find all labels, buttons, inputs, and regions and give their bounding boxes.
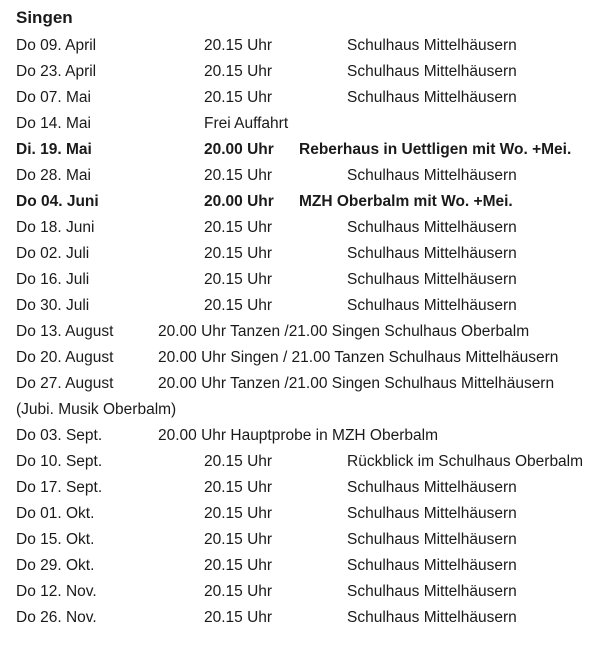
row-place: Schulhaus Mittelhäusern: [347, 245, 517, 262]
row-date: Do 01. Okt.: [16, 505, 95, 522]
schedule-row: [0, 505, 616, 531]
schedule-row: [0, 245, 616, 271]
row-place: Schulhaus Mittelhäusern: [347, 479, 517, 496]
schedule-row: [0, 89, 616, 115]
row-date: Do 27. August: [16, 375, 114, 392]
schedule-note: [0, 401, 616, 427]
row-date: Do 30. Juli: [16, 297, 90, 314]
schedule-row: [0, 375, 616, 401]
row-date: Do 12. Nov.: [16, 583, 97, 600]
row-time: 20.15 Uhr: [204, 271, 273, 288]
row-time: 20.00 Uhr: [204, 193, 274, 210]
row-time: 20.15 Uhr: [204, 453, 273, 470]
row-date: Do 26. Nov.: [16, 609, 97, 626]
row-time: 20.15 Uhr: [204, 63, 273, 80]
row-place: Schulhaus Mittelhäusern: [347, 557, 517, 574]
schedule-row: [0, 583, 616, 609]
row-place: Schulhaus Mittelhäusern: [347, 505, 517, 522]
schedule-row: [0, 453, 616, 479]
page-title: Singen: [16, 8, 73, 27]
row-date: Do 13. August: [16, 323, 114, 340]
row-detail: 20.00 Uhr Tanzen /21.00 Singen Schulhaus Oberbalm: [158, 323, 530, 340]
row-place: Schulhaus Mittelhäusern: [347, 219, 517, 236]
row-place: Schulhaus Mittelhäusern: [347, 271, 517, 288]
row-date: Do 15. Okt.: [16, 531, 95, 548]
row-place: Schulhaus Mittelhäusern: [347, 167, 517, 184]
row-date: Do 04. Juni: [16, 193, 99, 210]
row-date: Do 07. Mai: [16, 89, 91, 106]
row-place: Schulhaus Mittelhäusern: [347, 531, 517, 548]
row-place: Schulhaus Mittelhäusern: [347, 609, 517, 626]
row-date: Do 18. Juni: [16, 219, 95, 236]
row-place: Schulhaus Mittelhäusern: [347, 89, 517, 106]
row-date: Do 28. Mai: [16, 167, 91, 184]
row-place: Schulhaus Mittelhäusern: [347, 63, 517, 80]
schedule-row: [0, 531, 616, 557]
row-date: Do 23. April: [16, 63, 97, 80]
row-date: Do 16. Juli: [16, 271, 90, 288]
row-date: Do 09. April: [16, 37, 97, 54]
row-time: 20.15 Uhr: [204, 609, 273, 626]
row-date: Do 03. Sept.: [16, 427, 103, 444]
row-note: Frei Auffahrt: [204, 115, 289, 132]
schedule-row: [0, 349, 616, 375]
row-time: 20.15 Uhr: [204, 479, 273, 496]
schedule-row-highlight: [0, 141, 616, 167]
row-note: (Jubi. Musik Oberbalm): [16, 401, 177, 418]
row-place: MZH Oberbalm mit Wo. +Mei.: [299, 193, 513, 210]
row-time: 20.15 Uhr: [204, 583, 273, 600]
row-time: 20.00 Uhr: [204, 141, 274, 158]
row-time: 20.15 Uhr: [204, 89, 273, 106]
schedule-row: [0, 297, 616, 323]
row-time: 20.15 Uhr: [204, 219, 273, 236]
row-time: 20.15 Uhr: [204, 297, 273, 314]
row-place: Reberhaus in Uettligen mit Wo. +Mei.: [299, 141, 572, 158]
row-date: Di. 19. Mai: [16, 141, 92, 158]
row-place: Schulhaus Mittelhäusern: [347, 37, 517, 54]
schedule-row-highlight: [0, 193, 616, 219]
row-date: Do 10. Sept.: [16, 453, 103, 470]
schedule-row: [0, 271, 616, 297]
row-place: Schulhaus Mittelhäusern: [347, 297, 517, 314]
row-date: Do 20. August: [16, 349, 114, 366]
row-date: Do 14. Mai: [16, 115, 91, 132]
schedule-row: [0, 37, 616, 63]
schedule-row: [0, 427, 616, 453]
row-time: 20.15 Uhr: [204, 557, 273, 574]
schedule-row: [0, 219, 616, 245]
row-place: Schulhaus Mittelhäusern: [347, 583, 517, 600]
schedule-row: [0, 557, 616, 583]
row-detail: 20.00 Uhr Hauptprobe in MZH Oberbalm: [158, 427, 438, 444]
row-date: Do 17. Sept.: [16, 479, 103, 496]
row-date: Do 29. Okt.: [16, 557, 95, 574]
row-time: 20.15 Uhr: [204, 505, 273, 522]
schedule-row: [0, 167, 616, 193]
schedule-row: [0, 479, 616, 505]
row-detail: 20.00 Uhr Singen / 21.00 Tanzen Schulhaus Mittelhäusern: [158, 349, 559, 366]
row-detail: 20.00 Uhr Tanzen /21.00 Singen Schulhaus Mittelhäusern: [158, 375, 555, 392]
row-date: Do 02. Juli: [16, 245, 90, 262]
schedule-row: [0, 323, 616, 349]
schedule-row: [0, 609, 616, 635]
schedule-row: [0, 63, 616, 89]
row-time: 20.15 Uhr: [204, 245, 273, 262]
row-time: 20.15 Uhr: [204, 37, 273, 54]
row-time: 20.15 Uhr: [204, 531, 273, 548]
schedule-row: [0, 115, 616, 141]
row-place: Rückblick im Schulhaus Oberbalm: [347, 453, 584, 470]
row-time: 20.15 Uhr: [204, 167, 273, 184]
